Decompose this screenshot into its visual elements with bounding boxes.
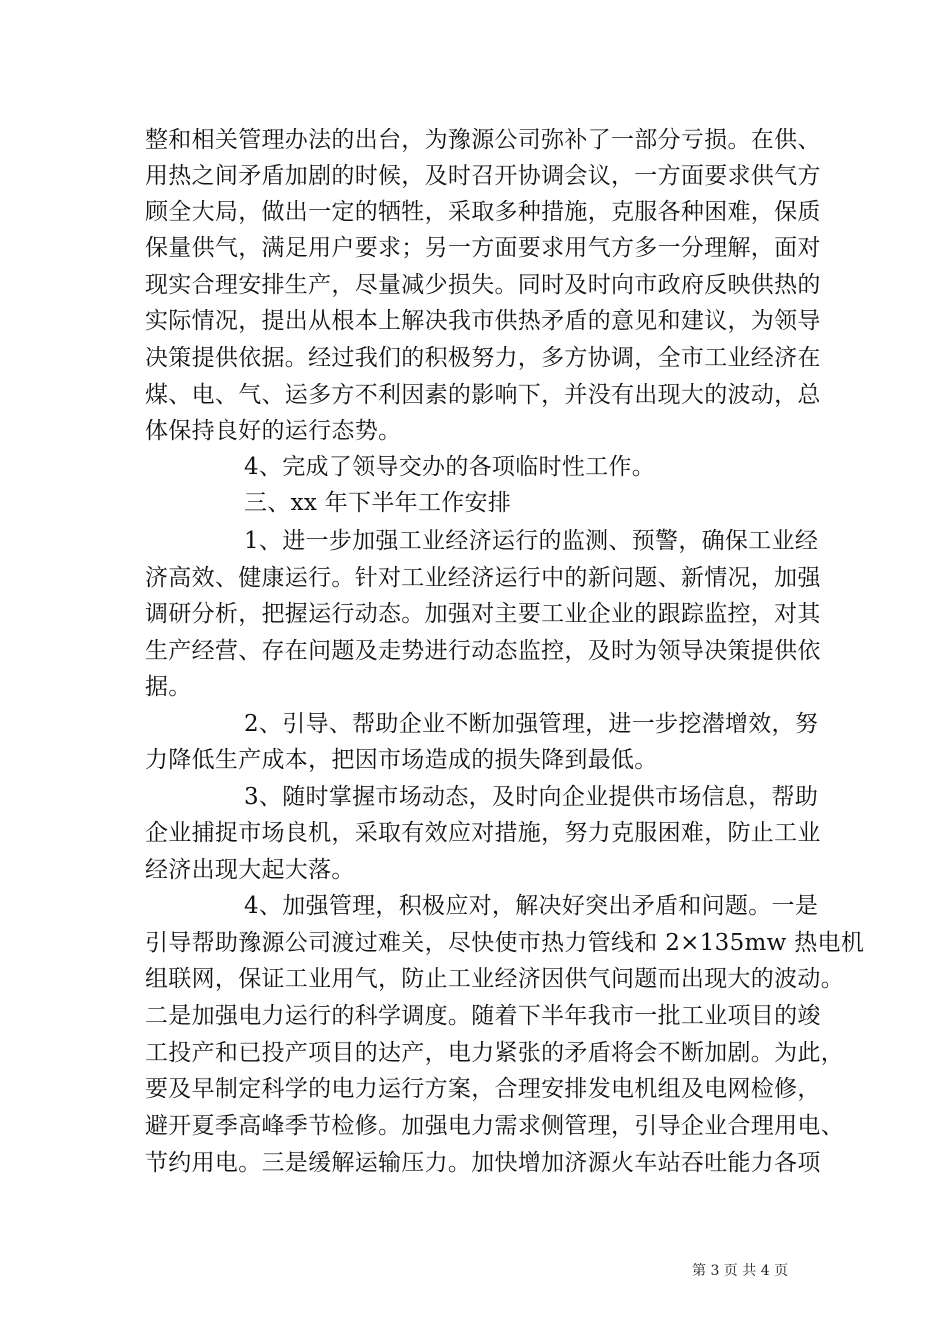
text-line: 企业捕捉市场良机，采取有效应对措施，努力克服困难，防止工业	[145, 820, 821, 846]
text-line: 节约用电。三是缓解运输压力。加快增加济源火车站吞吐能力各项	[145, 1150, 821, 1176]
text-line: 保量供气，满足用户要求；另一方面要求用气方多一分理解，面对	[145, 235, 821, 261]
text-line: 煤、电、气、运多方不利因素的影响下，并没有出现大的波动，总	[145, 382, 821, 408]
text-line: 避开夏季高峰季节检修。加强电力需求侧管理，引导企业合理用电、	[145, 1113, 844, 1139]
text-line: 3、随时掌握市场动态，及时向企业提供市场信息，帮助	[244, 784, 819, 810]
text-line: 工投产和已投产项目的达产，电力紧张的矛盾将会不断加剧。为此，	[145, 1040, 844, 1066]
text-line: 实际情况，提出从根本上解决我市供热矛盾的意见和建议，为领导	[145, 308, 821, 334]
text-line: 4、完成了领导交办的各项临时性工作。	[244, 454, 656, 480]
text-line: 整和相关管理办法的出台，为豫源公司弥补了一部分亏损。在供、	[145, 127, 821, 153]
text-line: 1、进一步加强工业经济运行的监测、预警，确保工业经	[244, 528, 819, 554]
text-line: 决策提供依据。经过我们的积极努力，多方协调，全市工业经济在	[145, 345, 821, 371]
text-line: 二是加强电力运行的科学调度。随着下半年我市一批工业项目的竣	[145, 1003, 821, 1029]
text-line: 要及早制定科学的电力运行方案，合理安排发电机组及电网检修，	[145, 1076, 821, 1102]
page-number: 第 3 页 共 4 页	[692, 1263, 789, 1279]
text-line: 经济出现大起大落。	[145, 857, 355, 883]
section-heading: 三、xx 年下半年工作安排	[244, 490, 512, 516]
text-line: 现实合理安排生产，尽量减少损失。同时及时向市政府反映供热的	[145, 272, 821, 298]
text-line: 力降低生产成本，把因市场造成的损失降到最低。	[145, 747, 658, 773]
text-line: 引导帮助豫源公司渡过难关，尽快使市热力管线和 2×135mw 热电机	[145, 930, 865, 956]
text-line: 4、加强管理，积极应对，解决好突出矛盾和问题。一是	[244, 893, 819, 919]
text-line: 组联网，保证工业用气，防止工业经济因供气问题而出现大的波动。	[145, 966, 844, 992]
text-line: 顾全大局，做出一定的牺牲，采取多种措施，克服各种困难，保质	[145, 199, 821, 225]
text-line: 据。	[145, 674, 192, 700]
text-line: 用热之间矛盾加剧的时候，及时召开协调会议，一方面要求供气方	[145, 163, 821, 189]
text-line: 生产经营、存在问题及走势进行动态监控，及时为领导决策提供依	[145, 638, 821, 664]
text-line: 体保持良好的运行态势。	[145, 418, 402, 444]
text-line: 2、引导、帮助企业不断加强管理，进一步挖潜增效，努	[244, 711, 819, 737]
text-line: 调研分析，把握运行动态。加强对主要工业企业的跟踪监控，对其	[145, 601, 821, 627]
text-line: 济高效、健康运行。针对工业经济运行中的新问题、新情况，加强	[145, 565, 821, 591]
